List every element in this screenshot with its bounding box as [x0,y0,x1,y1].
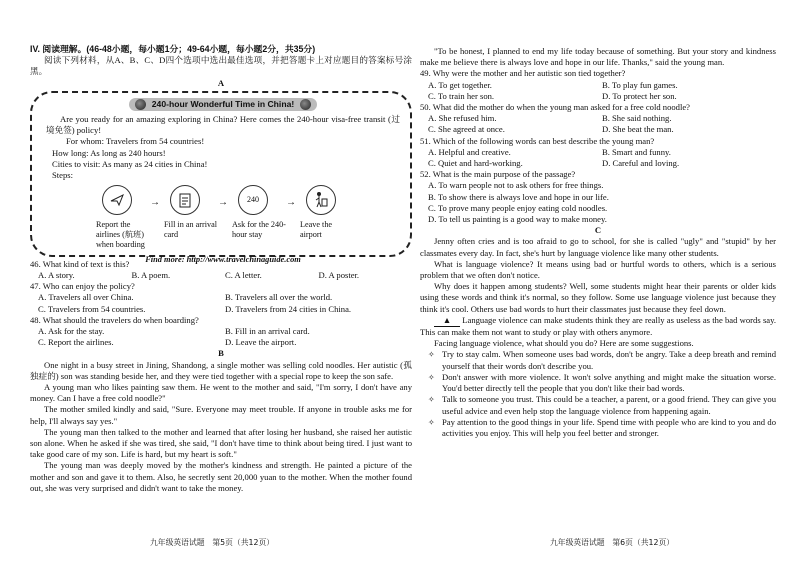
section-instruction: 阅读下列材料，从A、B、C、D四个选项中选出最佳选项，并把答题卡上对应题目的答案标号涂黑。 [30,55,412,77]
option-c[interactable]: C. She agreed at once. [428,124,505,135]
question-stem: 46. What kind of text is this? [30,258,130,269]
step-2 [164,185,218,250]
section-header: IV. 阅读理解。(46-48小题，每小题1分；49-64小题，每小题2分，共35分) [30,44,316,54]
passage-c-para-2: What is language violence? It means using bad or hurtful words to others, which is a serious problem that we often don't notice. [420,258,776,281]
globe-icon [300,99,311,110]
option-a[interactable]: A. Helpful and creative. [428,146,511,157]
question-52 [420,169,776,225]
passage-b-para-2: A young man who likes painting saw them. He went to the mother and said, "I'm sorry, I don't have any money. Can I have a free cold noodle?" [30,382,412,404]
tip-text: Don't answer with more violence. It won't solve anything and might make the situation worse. You'd better directly tell the people that you don't like their bad words. [442,371,776,394]
option-b[interactable]: B. Travelers all over the world. [225,292,333,303]
clock-icon: 240 [238,185,268,215]
arrow-right-icon: → [150,197,160,209]
option-b[interactable]: B. To show there is always love and hope in our life. [428,191,609,202]
tip-4 [420,417,776,439]
option-c[interactable]: C. A letter. [225,270,262,281]
option-c[interactable]: C. Travelers from 54 countries. [38,303,146,314]
arrow-right-icon: → [218,197,228,209]
question-stem: 49. Why were the mother and her autistic son tied together? [420,68,626,79]
step-4-text: Leave the airport [300,220,333,240]
question-stem: 47. Who can enjoy the policy? [30,281,135,292]
passage-b-para-3: The mother smiled kindly and said, "Sure. Everyone may meet trouble. If anyone in trouble asks me for help, I'll always say yes." [30,404,412,426]
option-d[interactable]: D. A poster. [318,270,360,281]
passage-c-letter: C [594,225,602,236]
poster-title-text: 240-hour Wonderful Time in China! [151,98,295,109]
option-c[interactable]: C. Quiet and hard-working. [428,158,523,169]
sparkle-icon: ✧ [428,417,435,427]
arrow-right-icon: → [286,197,296,209]
option-b[interactable]: B. Smart and funny. [602,146,671,157]
option-c[interactable]: C. To prove many people enjoy eating cold noodles. [428,202,608,213]
option-b[interactable]: B. She said nothing. [602,113,672,124]
option-d[interactable]: D. Careful and loving. [602,158,680,169]
left-page [30,44,412,494]
option-a[interactable]: A. To warn people not to ask others for free things. [428,180,604,191]
blank-marker: ▲ [434,315,460,327]
option-a[interactable]: A. To get together. [428,79,492,90]
airplane-icon [102,185,132,215]
poster-title [129,98,317,111]
step-3-text: Ask for the 240-hour stay [232,220,286,240]
passage-c-blank-para [420,315,776,338]
tip-text: Try to stay calm. When someone uses bad words, don't be angry. Take a deep breath and remind yourself that their words don't describe you. [442,349,776,371]
footer-right: 九年级英语试题 第6页（共12页） [550,538,675,547]
footer-left: 九年级英语试题 第5页（共12页） [150,538,275,547]
poster-cities: Cities to visit: As many as 24 cities in China! [52,158,208,169]
tip-3 [420,394,776,416]
passage-c-para-1: Jenny often cries and is too afraid to go to school, for she is called "ugly" and "stupid" by her classmates every day. In fact, she's hurt by language violence like many other students. [420,236,776,258]
blank-paragraph-text: Language violence can make students think they are really as useless as the bad words say. This can make them not want to study or play with others anymore. [420,314,776,338]
option-d[interactable]: D. Leave the airport. [225,337,297,348]
question-50 [420,102,776,136]
step-3 [232,185,286,250]
tip-2 [420,372,776,394]
passage-c-facing: Facing language violence, what should you do? Here are some suggestions. [434,338,694,349]
question-48 [30,315,412,349]
option-c[interactable]: C. To train her son. [428,90,495,101]
question-stem: 51. Which of the following words can best describe the young man? [420,135,655,146]
option-b[interactable]: B. To play fun games. [602,79,678,90]
option-d[interactable]: D. To tell us painting is a good way to make money. [428,214,607,225]
passage-a-letter: A [217,77,225,88]
step-2-text: Fill in an arrival card [164,220,217,240]
passage-b-continued: "To be honest, I planned to end my life today because of something. But your story and kindness make me believe there is always love and hope in our life. Thanks," said the young man. [420,46,776,68]
poster-for-whom: For whom: Travelers from 54 countries! [66,136,205,147]
option-d[interactable]: D. To protect her son. [602,90,677,101]
option-b[interactable]: B. A poem. [131,270,171,281]
passage-b-para-1: One night in a busy street in Jining, Shandong, a single mother was selling cold noodles. Her autistic (孤独症的) son was standing beside her, and they were tied together with a special rope to keep the son safe. [30,359,412,381]
traveler-icon [306,185,336,215]
option-d[interactable]: D. Travelers from 24 cities in China. [225,303,352,314]
step-1-text: Report the airlines (航班) when boarding [96,220,145,250]
tip-1 [420,349,776,371]
sparkle-icon: ✧ [428,350,435,360]
passage-b-para-5: The young man was deeply moved by the mother's kindness and strength. He painted a picture of the mother and son and gave it to them. Also, he secretly sent 20,000 yuan to the mother. When the mother found out, she was very surprised and didn't want to take the money. [30,460,412,493]
tip-text: Pay attention to the good things in your life. Spend time with people who are kind to you and do activities you enjoy. This will help you feel better and stronger. [442,416,776,438]
question-49 [420,68,776,102]
passage-c-para-3: Why does it happen among students? Well, some students might hear their parents or older kids using these words and think it's normal, so they follow. Some use language violence just because they think it's cool. Others use bad words to hurt their classmates just because they feel down. [420,281,776,314]
passage-b-letter: B [218,348,224,359]
passage-b-para-4: The young man then talked to the mother and learned that after losing her husband, she raised her autistic son alone. When he asked if she was tired, she said, "I don't have time to think about being tired. I just want to take good care of my son. Life is hard, but my heart is soft." [30,426,412,460]
question-47 [30,281,412,315]
question-stem: 52. What is the main purpose of the passage? [420,169,576,180]
poster-how-long: How long: As long as 240 hours! [52,147,166,158]
clipboard-icon [170,185,200,215]
option-d[interactable]: D. She beat the man. [602,124,674,135]
tip-text: Talk to someone you trust. This could be a teacher, a parent, or a good friend. They can give you useful advice and even help stop the language violence from happening again. [442,394,776,416]
question-51 [420,136,776,170]
find-more-link: Find more: http://www.travelchinaguide.com [145,255,301,265]
sparkle-icon: ✧ [428,395,435,405]
question-stem: 50. What did the mother do when the young man asked for a free cold noodle? [420,102,690,113]
option-a[interactable]: A. A story. [38,270,75,281]
poster-intro: Are you ready for an amazing exploring in China? Here comes the 240-hour visa-free transit (过境免签) policy! [46,114,400,136]
step-1 [96,185,150,250]
option-b[interactable]: B. Fill in an arrival card. [225,326,310,337]
sparkle-icon: ✧ [428,372,435,382]
option-a[interactable]: A. She refused him. [428,113,497,124]
globe-icon [135,99,146,110]
right-page [420,46,776,439]
steps-row [46,185,400,250]
option-a[interactable]: A. Travelers all over China. [38,292,134,303]
question-stem: 48. What should the travelers do when boarding? [30,314,199,325]
option-c[interactable]: C. Report the airlines. [38,337,114,348]
step-4 [300,185,354,250]
option-a[interactable]: A. Ask for the stay. [38,326,105,337]
poster-steps-label: Steps: [52,170,74,181]
